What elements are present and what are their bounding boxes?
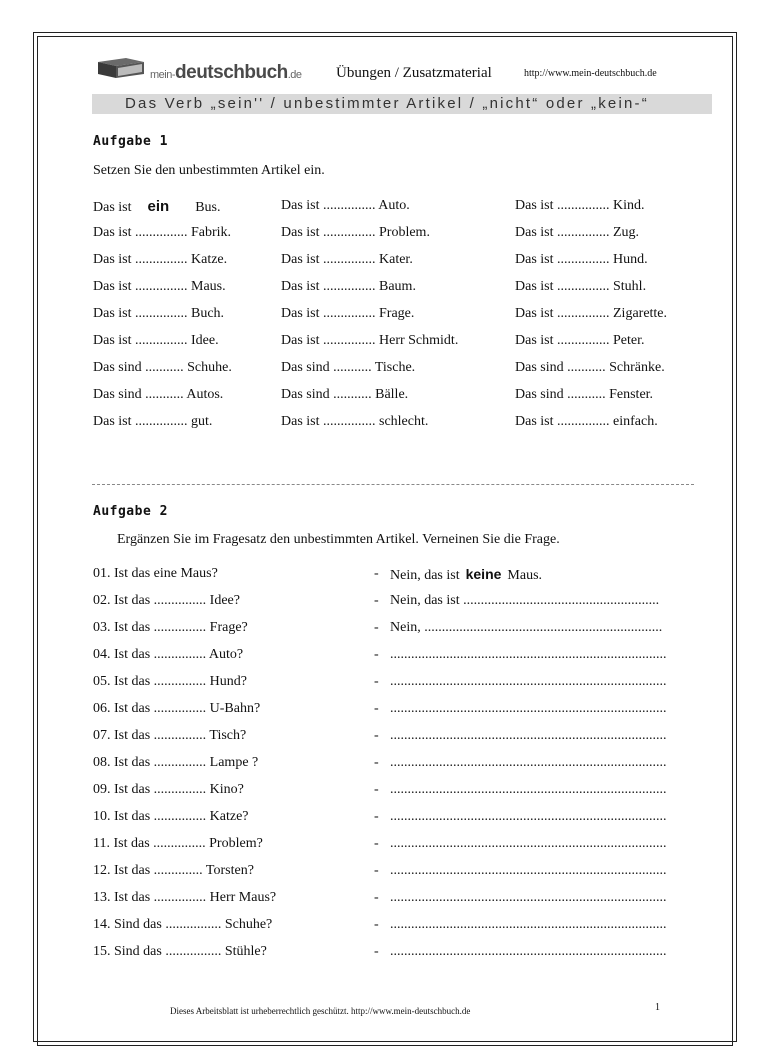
answer-line — [390, 566, 542, 584]
exercise-cell: Das sind ........... Schuhe. — [93, 360, 232, 375]
question-row — [93, 674, 705, 701]
logo — [92, 52, 322, 86]
exercise-cell: Das ist ............... Frage. — [281, 306, 415, 321]
question-row — [93, 917, 705, 944]
exercise-cell: Das ist ............... Maus. — [93, 279, 226, 294]
exercise-row — [93, 252, 703, 279]
footer-copyright: Dieses Arbeitsblatt ist urheberrechtlich geschützt. http://www.mein-deutschbuch.de — [170, 1006, 471, 1016]
exercise-row — [93, 414, 703, 441]
exercise-cell: Das sind ........... Schränke. — [515, 360, 665, 375]
exercise-cell: Das ist ............... Peter. — [515, 333, 645, 348]
aufgabe2-heading: Aufgabe 2 — [93, 504, 168, 519]
answer-line: ............................................................................... — [390, 647, 667, 662]
answer-dash: - — [374, 620, 379, 635]
exercise-cell: Das ist ............... Idee. — [93, 333, 219, 348]
exercise-cell: Das sind ........... Bälle. — [281, 387, 409, 402]
question-text: 08. Ist das ............... Lampe ? — [93, 755, 259, 770]
exercise-row — [93, 333, 703, 360]
question-text: 10. Ist das ............... Katze? — [93, 809, 249, 824]
cell-noun: Bus. — [195, 200, 221, 215]
answer-dash: - — [374, 701, 379, 716]
question-row — [93, 647, 705, 674]
exercise-row — [93, 225, 703, 252]
exercise-row — [93, 306, 703, 333]
aufgabe1-instruction: Setzen Sie den unbestimmten Artikel ein. — [93, 163, 325, 178]
answer-prefix: Nein, das ist — [390, 568, 460, 583]
question-row — [93, 566, 705, 593]
header-url[interactable]: http://www.mein-deutschbuch.de — [524, 68, 657, 79]
exercise-cell: Das ist ............... Fabrik. — [93, 225, 232, 240]
exercise-cell: Das ist ............... Hund. — [515, 252, 648, 267]
aufgabe2-instruction: Ergänzen Sie im Fragesatz den unbestimmten Artikel. Verneinen Sie die Frage. — [117, 532, 560, 547]
question-text: 06. Ist das ............... U-Bahn? — [93, 701, 261, 716]
answer-dash: - — [374, 863, 379, 878]
question-row — [93, 593, 705, 620]
question-row — [93, 836, 705, 863]
question-row — [93, 728, 705, 755]
logo-text: mein-deutschbuch.de — [150, 62, 302, 83]
answer-dash: - — [374, 944, 379, 959]
question-row — [93, 755, 705, 782]
answer-line: ............................................................................... — [390, 890, 667, 905]
aufgabe1-heading: Aufgabe 1 — [93, 134, 168, 149]
section-divider — [92, 484, 694, 485]
question-text: 15. Sind das ................ Stühle? — [93, 944, 267, 959]
exercise-cell: Das ist ............... Buch. — [93, 306, 225, 321]
answer-dash: - — [374, 782, 379, 797]
question-row — [93, 809, 705, 836]
exercise-row — [93, 198, 703, 225]
exercise-row — [93, 279, 703, 306]
answer-line: ............................................................................... — [390, 809, 667, 824]
question-text: 05. Ist das ............... Hund? — [93, 674, 247, 689]
topic-banner: Das Verb „sein'' / unbestimmter Artikel / „nicht“ oder „kein-“ — [92, 94, 712, 114]
exercise-cell: Das ist ............... Kind. — [515, 198, 645, 213]
answer-dash: - — [374, 566, 379, 581]
exercise-cell: Das ist ............... schlecht. — [281, 414, 429, 429]
aufgabe2-list — [93, 566, 705, 971]
answer-dash: - — [374, 593, 379, 608]
answer-line: ............................................................................... — [390, 917, 667, 932]
question-text: 13. Ist das ............... Herr Maus? — [93, 890, 277, 905]
question-text: 14. Sind das ................ Schuhe? — [93, 917, 273, 932]
exercise-cell: Das ist ............... einfach. — [515, 414, 658, 429]
exercise-cell: Das sind ........... Fenster. — [515, 387, 654, 402]
answer-noun: Maus. — [507, 568, 543, 583]
exercise-cell: Das ist ............... Baum. — [281, 279, 416, 294]
example-answer: keine — [465, 566, 502, 582]
answer-dash: - — [374, 917, 379, 932]
answer-dash: - — [374, 647, 379, 662]
header — [92, 52, 712, 88]
exercise-cell: Das ist ............... Stuhl. — [515, 279, 647, 294]
question-row — [93, 890, 705, 917]
exercise-cell: Das ist ............... Kater. — [281, 252, 413, 267]
answer-line: ............................................................................... — [390, 674, 667, 689]
exercise-cell: Das ist ............... gut. — [93, 414, 213, 429]
question-text: 02. Ist das ............... Idee? — [93, 593, 240, 608]
question-text: 09. Ist das ............... Kino? — [93, 782, 244, 797]
answer-line: ............................................................................... — [390, 863, 667, 878]
answer-dash: - — [374, 836, 379, 851]
answer-line: Nein, .................................................................... — [390, 620, 663, 635]
answer-dash: - — [374, 890, 379, 905]
question-row — [93, 863, 705, 890]
question-text: 03. Ist das ............... Frage? — [93, 620, 248, 635]
question-text: 04. Ist das ............... Auto? — [93, 647, 244, 662]
answer-line: ............................................................................... — [390, 755, 667, 770]
question-text: 12. Ist das .............. Torsten? — [93, 863, 254, 878]
answer-dash: - — [374, 809, 379, 824]
exercise-cell: Das ist ............... Katze. — [93, 252, 228, 267]
header-title: Übungen / Zusatzmaterial — [336, 65, 492, 81]
question-text: 07. Ist das ............... Tisch? — [93, 728, 247, 743]
exercise-cell — [93, 198, 220, 216]
exercise-row — [93, 360, 703, 387]
question-row — [93, 701, 705, 728]
book-logo-icon — [96, 56, 146, 80]
exercise-cell: Das ist ............... Herr Schmidt. — [281, 333, 459, 348]
answer-dash: - — [374, 674, 379, 689]
exercise-cell: Das ist ............... Zug. — [515, 225, 640, 240]
question-text: 11. Ist das ............... Problem? — [93, 836, 263, 851]
answer-line: ............................................................................... — [390, 782, 667, 797]
exercise-cell: Das sind ........... Tische. — [281, 360, 416, 375]
question-text: 01. Ist das eine Maus? — [93, 566, 218, 581]
answer-line: ............................................................................... — [390, 701, 667, 716]
exercise-cell: Das ist ............... Auto. — [281, 198, 410, 213]
answer-dash: - — [374, 755, 379, 770]
exercise-cell: Das ist ............... Problem. — [281, 225, 430, 240]
aufgabe1-grid — [93, 198, 703, 441]
question-row — [93, 782, 705, 809]
answer-line: Nein, das ist ........................................................ — [390, 593, 660, 608]
answer-line: ............................................................................... — [390, 944, 667, 959]
question-row — [93, 620, 705, 647]
question-row — [93, 944, 705, 971]
cell-prefix: Das ist — [93, 200, 132, 215]
exercise-cell: Das sind ........... Autos. — [93, 387, 224, 402]
exercise-cell: Das ist ............... Zigarette. — [515, 306, 668, 321]
page-number: 1 — [655, 1002, 660, 1013]
example-answer: ein — [147, 198, 170, 215]
answer-dash: - — [374, 728, 379, 743]
exercise-row — [93, 387, 703, 414]
answer-line: ............................................................................... — [390, 728, 667, 743]
answer-line: ............................................................................... — [390, 836, 667, 851]
